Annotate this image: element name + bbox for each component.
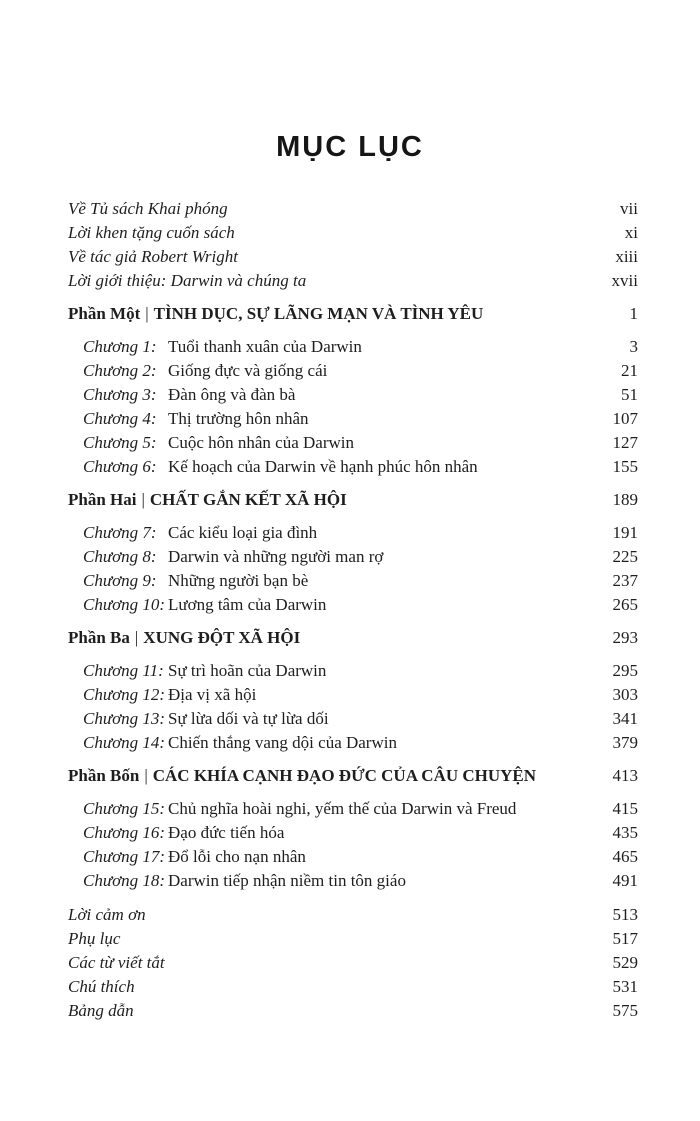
entry-label: Lời khen tặng cuốn sách [68, 223, 235, 242]
entry-label: Về Tủ sách Khai phóng [68, 199, 228, 218]
chapter-entry [68, 569, 638, 593]
entry-page-number: 465 [612, 847, 638, 866]
entry-page-number: 51 [621, 385, 638, 404]
entry-page-number: 155 [612, 457, 638, 476]
entry-page-number: 575 [612, 1001, 638, 1020]
part-title: TÌNH DỤC, SỰ LÃNG MẠN VÀ TÌNH YÊU [153, 304, 484, 323]
toc-entry [68, 221, 638, 245]
entry-page-number: 517 [612, 929, 638, 948]
part-header [68, 302, 638, 326]
chapter-entry [68, 707, 638, 731]
part-header-text [68, 764, 536, 788]
chapter-list [68, 335, 638, 479]
chapter-title: Darwin và những người man rợ [168, 547, 384, 566]
entry-page-number: 21 [621, 361, 638, 380]
chapter-label: Chương 8: [83, 547, 157, 566]
chapter-entry [68, 797, 638, 821]
entry-page-number: 1 [629, 304, 638, 323]
entry-label: Phụ lục [68, 929, 121, 948]
entry-label: Chú thích [68, 977, 135, 996]
chapter-label: Chương 12: [83, 685, 166, 704]
toc-entry [68, 903, 638, 927]
part-separator: | [145, 304, 149, 323]
chapter-list [68, 521, 638, 617]
chapter-label: Chương 17: [83, 847, 166, 866]
chapter-entry [68, 869, 638, 893]
chapter-entry [68, 455, 638, 479]
chapter-title: Địa vị xã hội [168, 685, 257, 704]
part-title: CÁC KHÍA CẠNH ĐẠO ĐỨC CỦA CÂU CHUYỆN [152, 766, 537, 785]
chapter-label: Chương 13: [83, 709, 166, 728]
chapter-title: Cuộc hôn nhân của Darwin [168, 433, 355, 452]
chapter-entry [68, 845, 638, 869]
chapter-entry [68, 383, 638, 407]
entry-page-number: 413 [612, 766, 638, 785]
chapter-label: Chương 4: [83, 409, 157, 428]
chapter-entry [68, 335, 638, 359]
entry-page-number: 341 [612, 709, 638, 728]
entry-page-number: xiii [615, 247, 638, 266]
entry-label: Lời cảm ơn [68, 905, 146, 924]
toc-entry [68, 927, 638, 951]
entry-page-number: xvii [611, 271, 638, 290]
chapter-label: Chương 7: [83, 523, 157, 542]
entry-page-number: vii [620, 199, 638, 218]
part-section-two [68, 488, 638, 617]
entry-page-number: 189 [612, 490, 638, 509]
entry-page-number: 191 [612, 523, 638, 542]
chapter-label: Chương 5: [83, 433, 157, 452]
toc-entry [68, 951, 638, 975]
chapter-list [68, 797, 638, 893]
chapter-title: Kế hoạch của Darwin về hạnh phúc hôn nhân [168, 457, 478, 476]
chapter-title: Những người bạn bè [168, 571, 309, 590]
chapter-label: Chương 11: [83, 661, 164, 680]
chapter-label: Chương 2: [83, 361, 157, 380]
back-matter [68, 903, 638, 1023]
chapter-label: Chương 18: [83, 871, 166, 890]
chapter-entry [68, 593, 638, 617]
part-separator: | [144, 766, 148, 785]
chapter-title: Giống đực và giống cái [168, 361, 328, 380]
chapter-label: Chương 9: [83, 571, 157, 590]
chapter-label: Chương 14: [83, 733, 166, 752]
entry-label: Bảng dẫn [68, 1001, 134, 1020]
part-header-text [68, 302, 483, 326]
part-header [68, 488, 638, 512]
entry-label: Các từ viết tắt [68, 953, 165, 972]
chapter-entry [68, 407, 638, 431]
entry-page-number: xi [624, 223, 638, 242]
chapter-entry [68, 359, 638, 383]
toc-entry [68, 999, 638, 1023]
part-header [68, 626, 638, 650]
chapter-title: Sự lừa dối và tự lừa dối [168, 709, 329, 728]
chapter-entry [68, 683, 638, 707]
part-title: CHẤT GẮN KẾT XÃ HỘI [149, 490, 347, 509]
chapter-label: Chương 10: [83, 595, 166, 614]
entry-page-number: 529 [612, 953, 638, 972]
entry-page-number: 3 [629, 337, 638, 356]
entry-page-number: 415 [612, 799, 638, 818]
chapter-title: Đạo đức tiến hóa [168, 823, 285, 842]
part-title: XUNG ĐỘT XÃ HỘI [143, 628, 301, 647]
chapter-title: Tuổi thanh xuân của Darwin [168, 337, 362, 356]
entry-label: Lời giới thiệu: Darwin và chúng ta [68, 271, 307, 290]
part-separator: | [134, 628, 139, 647]
toc-entry [68, 245, 638, 269]
entry-page-number: 379 [612, 733, 638, 752]
entry-label: Về tác giả Robert Wright [68, 247, 238, 266]
chapter-list [68, 659, 638, 755]
chapter-title: Đổ lỗi cho nạn nhân [168, 847, 306, 866]
entry-page-number: 293 [612, 628, 638, 647]
part-name: Phần Ba [68, 628, 130, 647]
chapter-title: Sự trì hoãn của Darwin [168, 661, 327, 680]
part-header-text [68, 488, 347, 512]
entry-page-number: 295 [612, 661, 638, 680]
part-section-four [68, 764, 638, 893]
part-section-one [68, 302, 638, 479]
chapter-title: Lương tâm của Darwin [168, 595, 327, 614]
entry-page-number: 225 [612, 547, 638, 566]
chapter-entry [68, 545, 638, 569]
entry-page-number: 435 [612, 823, 638, 842]
chapter-title: Darwin tiếp nhận niềm tin tôn giáo [168, 871, 406, 890]
chapter-title: Chiến thắng vang dội của Darwin [168, 733, 397, 752]
chapter-entry [68, 821, 638, 845]
part-name: Phần Bốn [68, 766, 140, 785]
entry-page-number: 127 [612, 433, 638, 452]
entry-page-number: 531 [612, 977, 638, 996]
entry-page-number: 265 [612, 595, 638, 614]
chapter-entry [68, 431, 638, 455]
chapter-title: Chủ nghĩa hoài nghi, yếm thế của Darwin và Freud [168, 799, 517, 818]
chapter-entry [68, 659, 638, 683]
toc-entry [68, 975, 638, 999]
toc-content [0, 197, 700, 1023]
entry-page-number: 513 [612, 905, 638, 924]
chapter-label: Chương 1: [83, 337, 157, 356]
chapter-label: Chương 15: [83, 799, 166, 818]
part-name: Phần Hai [68, 490, 137, 509]
entry-page-number: 237 [612, 571, 638, 590]
chapter-label: Chương 6: [83, 457, 157, 476]
chapter-entry [68, 731, 638, 755]
chapter-label: Chương 16: [83, 823, 166, 842]
chapter-title: Thị trường hôn nhân [168, 409, 309, 428]
entry-page-number: 491 [612, 871, 638, 890]
chapter-entry [68, 521, 638, 545]
part-header-text [68, 626, 300, 650]
toc-entry [68, 197, 638, 221]
front-matter [68, 197, 638, 293]
part-header [68, 764, 638, 788]
page-title: MỤC LỤC [276, 131, 424, 163]
entry-page-number: 303 [612, 685, 638, 704]
entry-page-number: 107 [612, 409, 638, 428]
part-section-three [68, 626, 638, 755]
chapter-title: Các kiểu loại gia đình [168, 523, 318, 542]
chapter-title: Đàn ông và đàn bà [168, 385, 296, 404]
part-name: Phần Một [68, 304, 141, 323]
part-separator: | [141, 490, 145, 509]
chapter-label: Chương 3: [83, 385, 157, 404]
toc-entry [68, 269, 638, 293]
